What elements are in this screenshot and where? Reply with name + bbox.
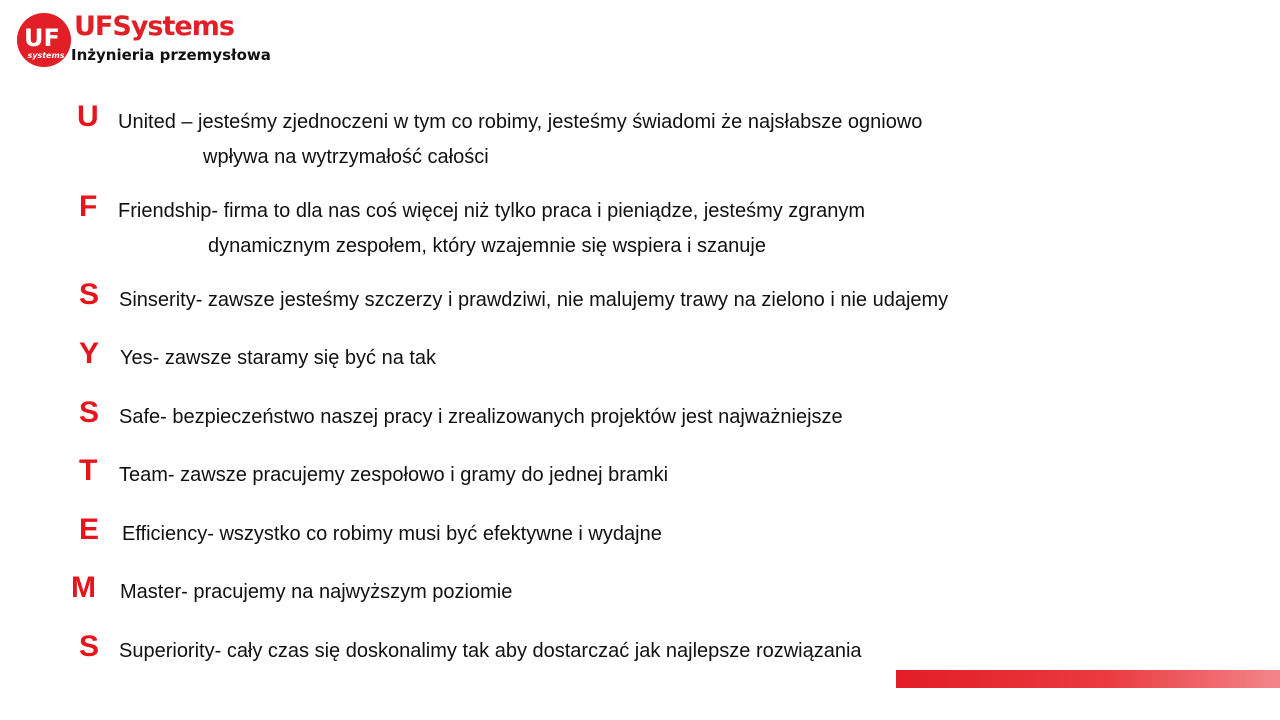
value-letter: S bbox=[79, 630, 100, 663]
value-text: Superiority- cały czas się doskonalimy tak aby dostarczać jak najlepsze rozwiązania bbox=[119, 640, 862, 662]
value-text: Safe- bezpieczeństwo naszej pracy i zrealizowanych projektów jest najważniejsze bbox=[119, 406, 843, 428]
value-letter: Y bbox=[79, 337, 100, 370]
decorative-footer-bar bbox=[896, 670, 1280, 688]
value-letter: E bbox=[79, 513, 100, 546]
company-logo bbox=[14, 10, 284, 72]
value-letter: M bbox=[71, 571, 96, 604]
value-letter: U bbox=[77, 100, 99, 133]
value-text: Yes- zawsze staramy się być na tak bbox=[120, 347, 437, 369]
logo-mark-icon bbox=[16, 12, 72, 68]
value-letter: S bbox=[79, 278, 100, 311]
logo-mark-text: UF bbox=[24, 24, 60, 52]
value-letter: T bbox=[79, 454, 98, 487]
value-letter: S bbox=[79, 396, 100, 429]
brand-tagline: Inżynieria przemysłowa bbox=[71, 46, 271, 64]
value-text-continued: dynamicznym zespołem, który wzajemnie się wspiera i szanuje bbox=[208, 235, 766, 257]
value-text: Team- zawsze pracujemy zespołowo i gramy do jednej bramki bbox=[119, 464, 669, 486]
value-letter: F bbox=[79, 190, 98, 223]
value-text: Efficiency- wszystko co robimy musi być efektywne i wydajne bbox=[122, 523, 662, 545]
brand-name: UFSystems bbox=[74, 11, 234, 42]
value-text: Friendship- firma to dla nas coś więcej niż tylko praca i pieniądze, jesteśmy zgranym bbox=[118, 200, 865, 222]
value-text-continued: wpływa na wytrzymałość całości bbox=[203, 146, 489, 168]
value-text: Sinserity- zawsze jesteśmy szczerzy i prawdziwi, nie malujemy trawy na zielono i nie udajemy bbox=[119, 289, 949, 311]
value-text: Master- pracujemy na najwyższym poziomie bbox=[120, 581, 513, 603]
value-text: United – jesteśmy zjednoczeni w tym co robimy, jesteśmy świadomi że najsłabsze ogniowo bbox=[118, 111, 923, 133]
logo-mark-subtext: systems bbox=[27, 51, 65, 60]
